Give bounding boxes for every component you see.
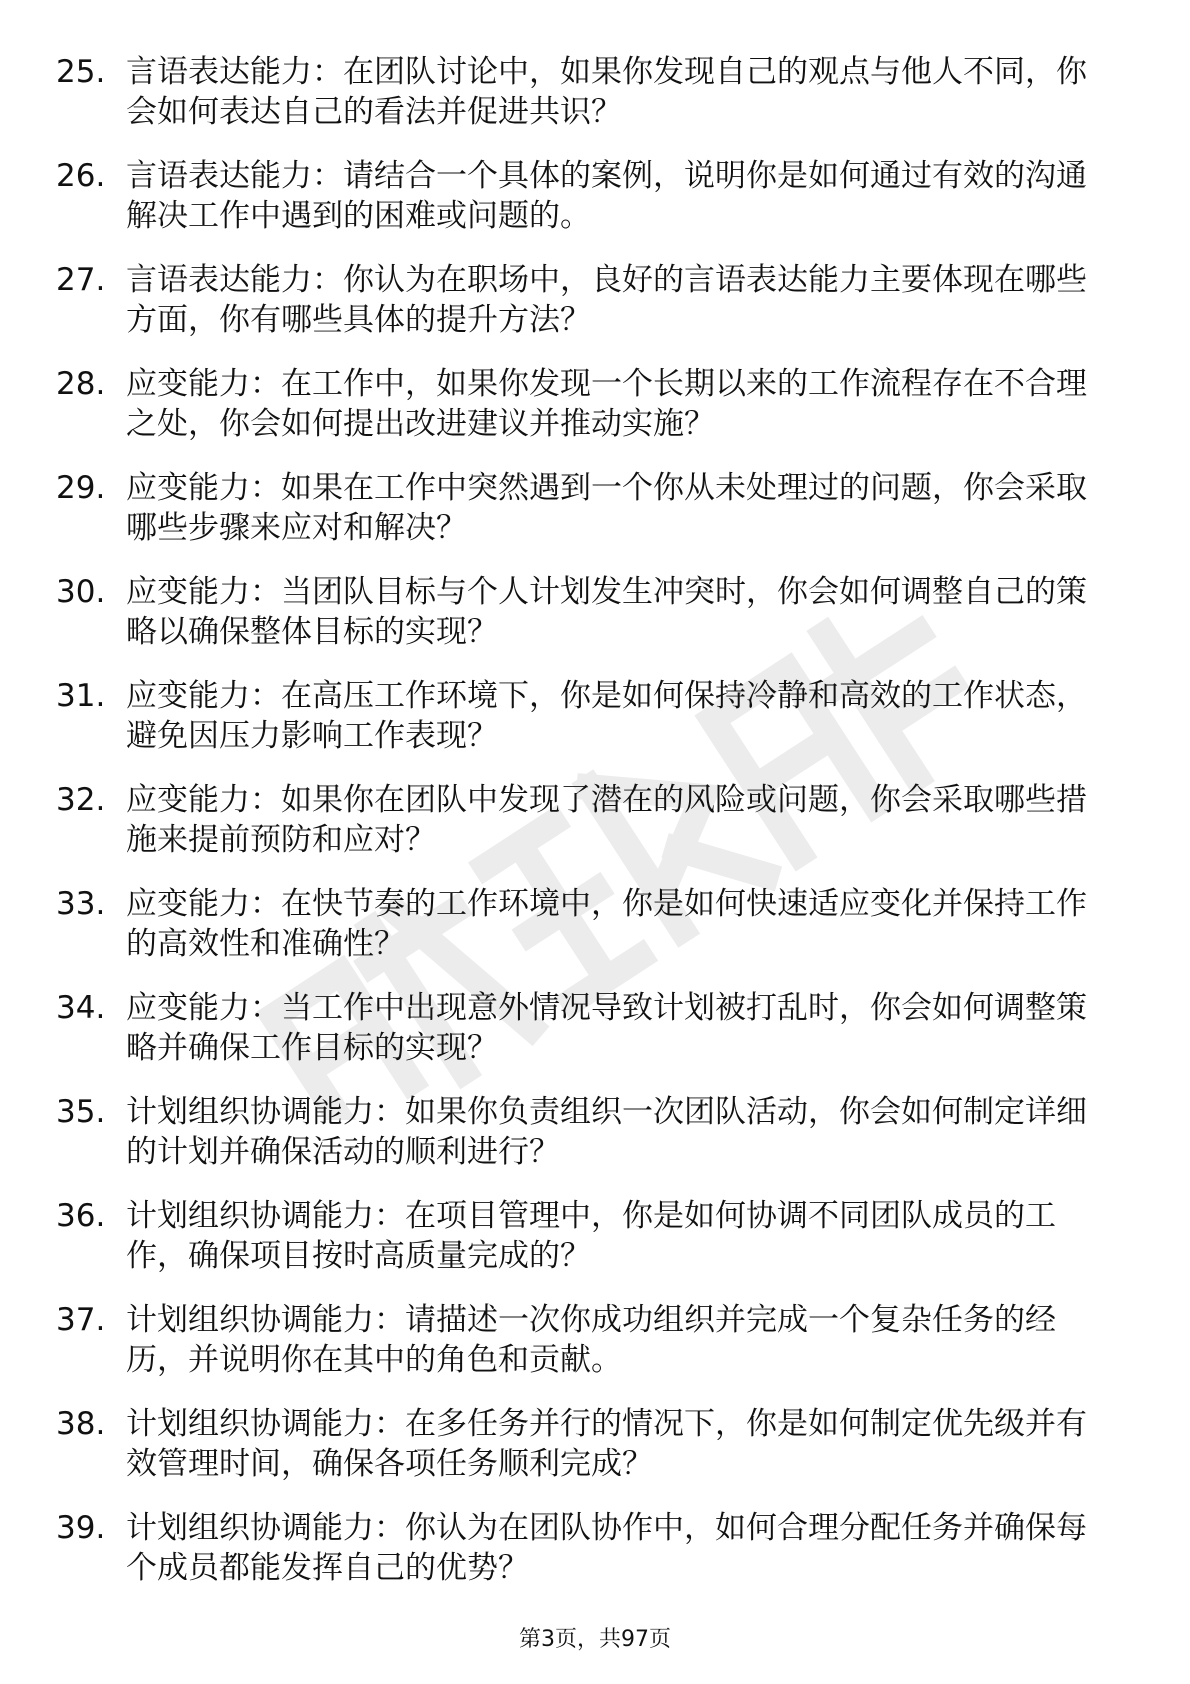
page-footer: 第3页，共97页 [519, 1627, 671, 1652]
question-item [0, 572, 1190, 676]
question-item [0, 676, 1190, 780]
question-text: 言语表达能力：你认为在职场中，良好的言语表达能力主要体现在哪些方面，你有哪些具体的提升方法？ [126, 262, 1087, 338]
question-text: 应变能力：如果在工作中突然遇到一个你从未处理过的问题，你会采取哪些步骤来应对和解决？ [126, 470, 1087, 546]
question-text: 计划组织协调能力：在多任务并行的情况下，你是如何制定优先级并有效管理时间，确保各项任务顺利完成？ [126, 1406, 1087, 1482]
question-text: 言语表达能力：请结合一个具体的案例，说明你是如何通过有效的沟通解决工作中遇到的困难或问题的。 [126, 158, 1087, 234]
question-text: 应变能力：当团队目标与个人计划发生冲突时，你会如何调整自己的策略以确保整体目标的实现？ [126, 574, 1087, 650]
question-item [0, 1196, 1190, 1300]
question-number: 29. [56, 470, 106, 506]
question-item [0, 156, 1190, 260]
question-text: 计划组织协调能力：请描述一次你成功组织并完成一个复杂任务的经历，并说明你在其中的角色和贡献。 [126, 1302, 1056, 1378]
question-item [0, 364, 1190, 468]
question-item [0, 884, 1190, 988]
question-number: 25. [56, 54, 106, 90]
question-item [0, 988, 1190, 1092]
question-text: 应变能力：在高压工作环境下，你是如何保持冷静和高效的工作状态，避免因压力影响工作表现？ [126, 678, 1087, 754]
question-item [0, 1092, 1190, 1196]
question-number: 34. [56, 990, 106, 1026]
question-text: 计划组织协调能力：你认为在团队协作中，如何合理分配任务并确保每个成员都能发挥自己的优势？ [126, 1510, 1087, 1586]
question-item [0, 52, 1190, 156]
question-number: 39. [56, 1510, 106, 1546]
question-number: 37. [56, 1302, 106, 1338]
question-list [0, 52, 1190, 1612]
question-number: 28. [56, 366, 106, 402]
question-number: 27. [56, 262, 106, 298]
question-number: 38. [56, 1406, 106, 1442]
question-text: 应变能力：在工作中，如果你发现一个长期以来的工作流程存在不合理之处，你会如何提出改进建议并推动实施？ [126, 366, 1087, 442]
question-item [0, 260, 1190, 364]
question-item [0, 780, 1190, 884]
question-text: 言语表达能力：在团队讨论中，如果你发现自己的观点与他人不同，你会如何表达自己的看法并促进共识？ [126, 54, 1087, 130]
question-item [0, 1508, 1190, 1612]
question-number: 33. [56, 886, 106, 922]
question-text: 应变能力：在快节奏的工作环境中，你是如何快速适应变化并保持工作的高效性和准确性？ [126, 886, 1087, 962]
question-number: 36. [56, 1198, 106, 1234]
question-item [0, 468, 1190, 572]
question-item [0, 1300, 1190, 1404]
question-item [0, 1404, 1190, 1508]
question-text: 应变能力：如果你在团队中发现了潜在的风险或问题，你会采取哪些措施来提前预防和应对？ [126, 782, 1087, 858]
question-number: 26. [56, 158, 106, 194]
question-number: 31. [56, 678, 106, 714]
question-number: 30. [56, 574, 106, 610]
question-text: 计划组织协调能力：如果你负责组织一次团队活动，你会如何制定详细的计划并确保活动的顺利进行？ [126, 1094, 1087, 1170]
question-text: 计划组织协调能力：在项目管理中，你是如何协调不同团队成员的工作，确保项目按时高质量完成的？ [126, 1198, 1056, 1274]
question-number: 32. [56, 782, 106, 818]
question-number: 35. [56, 1094, 106, 1130]
question-text: 应变能力：当工作中出现意外情况导致计划被打乱时，你会如何调整策略并确保工作目标的实现？ [126, 990, 1087, 1066]
